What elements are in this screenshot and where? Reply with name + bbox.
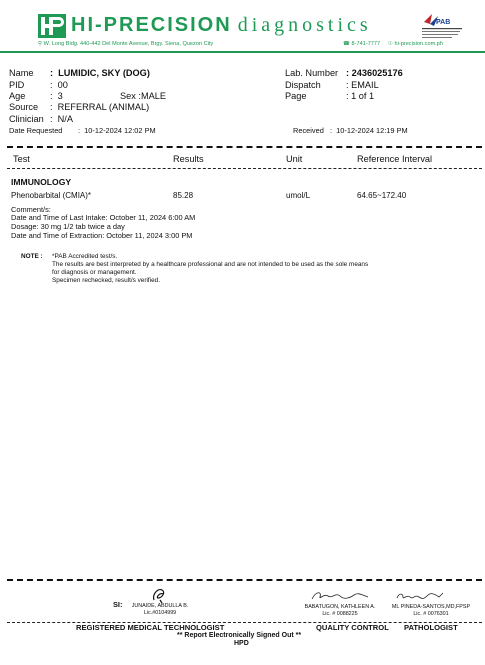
age-label: Age <box>9 91 26 101</box>
col-results-header: Results <box>173 154 204 164</box>
note-label: NOTE : <box>21 253 43 260</box>
table-header-rule <box>7 168 482 169</box>
source-value: : REFERRAL (ANIMAL) <box>50 102 150 112</box>
result-test: Phenobarbital (CMIA)* <box>11 191 92 200</box>
note-line: Specimen rechecked, result/s verified. <box>52 277 160 284</box>
comment-line: Dosage: 30 mg 1/2 tab twice a day <box>11 222 125 231</box>
received-label: Received <box>293 126 324 135</box>
pathologist-name: ML PINEDA-SANTOS,MD,FPSP <box>391 604 471 610</box>
pathologist-signature-icon <box>395 589 445 603</box>
date-requested-value: : 10-12-2024 12:02 PM <box>78 126 156 135</box>
note-line: *PAB Accredited test/s. <box>52 253 118 260</box>
note-line: The results are best interpreted by a healthcare professional and are not intended to be used as the sole means <box>52 261 369 268</box>
comment-line: Date and Time of Extraction: October 11, 2024 3:00 PM <box>11 231 193 240</box>
qc-name: BABATUGON, KATHLEEN A. <box>304 604 376 610</box>
contact-info: ☎ 8-741-7777 ☉ hi-precision.com.ph <box>343 41 444 47</box>
page-value: : 1 of 1 <box>346 91 375 101</box>
rmt-name: JUNAIDE, ABDULLA B. <box>131 603 189 609</box>
comment-line: Date and Time of Last Intake: October 11, 2024 6:00 AM <box>11 213 196 222</box>
address: ⚲ W. Long Bldg. 440-442 Del Monte Avenue, Brgy. Siena, Quezon City <box>38 41 214 47</box>
si-label: SI: <box>113 600 123 609</box>
name-value: : LUMIDIC, SKY (DOG) <box>50 68 150 78</box>
lab-number-label: Lab. Number <box>285 68 339 78</box>
qc-license: Lic. # 0088225 <box>322 611 358 617</box>
accreditation-seal-icon <box>418 12 466 42</box>
dispatch-value: : EMAIL <box>346 80 379 90</box>
clinician-value: : N/A <box>50 114 73 124</box>
page-label: Page <box>285 91 307 101</box>
footer-code: HPD <box>234 640 249 647</box>
result-reference: 64.65~172.40 <box>357 191 407 200</box>
col-unit-header: Unit <box>286 154 303 164</box>
brand-name: HI-PRECISION diagnostics <box>71 14 372 36</box>
qc-signature-icon <box>310 589 370 603</box>
e-signed-notice: ** Report Electronically Signed Out ** <box>177 632 302 639</box>
rmt-license: Lic.#0104999 <box>143 610 177 616</box>
header-rule <box>0 51 485 53</box>
name-label: Name <box>9 68 34 78</box>
table-top-rule <box>7 146 482 148</box>
rmt-signature-icon <box>150 586 172 604</box>
svg-text:PAB: PAB <box>436 19 451 26</box>
received-value: : 10-12-2024 12:19 PM <box>330 126 408 135</box>
pid-value: : 00 <box>50 80 68 90</box>
col-test-header: Test <box>13 154 30 164</box>
result-value: 85.28 <box>173 191 194 200</box>
clinician-label: Clinician <box>9 114 44 124</box>
comment-label: Comment/s: <box>11 205 51 214</box>
lab-number-value: : 2436025176 <box>346 68 403 78</box>
note-line: for diagnosis or management. <box>52 269 137 276</box>
col-ref-header: Reference Interval <box>357 154 433 164</box>
pathologist-license: Lic. # 0076301 <box>413 611 449 617</box>
age-value: : 3 <box>50 91 63 101</box>
hi-precision-logo-icon <box>38 14 66 38</box>
sex-field: Sex :MALE <box>120 91 166 101</box>
date-requested-label: Date Requested <box>9 126 63 135</box>
pid-label: PID <box>9 80 25 90</box>
rmt-title: REGISTERED MEDICAL TECHNOLOGIST <box>76 623 225 632</box>
result-unit: umol/L <box>286 191 311 200</box>
pathologist-title: PATHOLOGIST <box>404 623 458 632</box>
dispatch-label: Dispatch <box>285 80 321 90</box>
footer-top-rule <box>7 579 482 581</box>
qc-title: QUALITY CONTROL <box>316 623 389 632</box>
section-title: IMMUNOLOGY <box>11 177 72 187</box>
source-label: Source <box>9 102 39 112</box>
